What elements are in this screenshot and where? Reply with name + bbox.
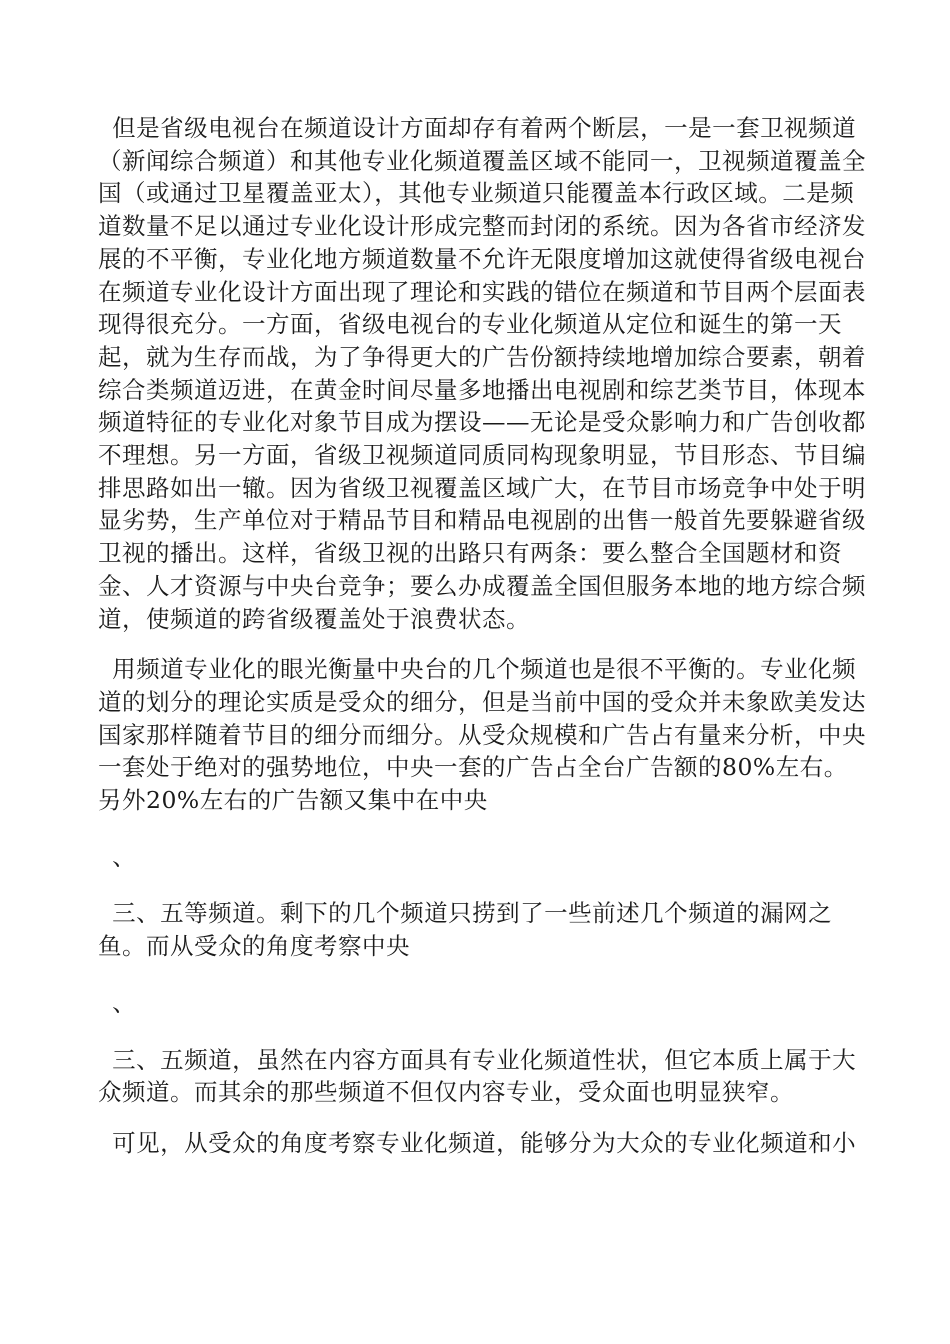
paragraph-5: 可见，从受众的角度考察专业化频道，能够分为大众的专业化频道和小 [112, 1128, 857, 1157]
paragraph-2: 用频道专业化的眼光衡量中央台的几个频道也是很不平衡的。专业化频道的划分的理论实质是受众的细分，但是当前中国的受众并未象欧美发达国家那样随着节目的细分而细分。从受众规模和广告占有量来分析，中央一套处于绝对的强势地位，中央一套的广告占全台广告额的80%左右。另外20%左右的广告额又集中在中央 [98, 655, 866, 815]
document-body [98, 112, 868, 1160]
enumeration-mark-2: 、 [112, 988, 137, 1017]
paragraph-4: 三、五频道，虽然在内容方面具有专业化频道性状，但它本质上属于大众频道。而其余的那些频道不但仅内容专业，受众面也明显狭窄。 [98, 1045, 857, 1107]
paragraph-1: 但是省级电视台在频道设计方面却存有着两个断层，一是一套卫视频道（新闻综合频道）和其他专业化频道覆盖区域不能同一，卫视频道覆盖全国（或通过卫星覆盖亚太），其他专业频道只能覆盖本行政区域。二是频道数量不足以通过专业化设计形成完整而封闭的系统。因为各省市经济发展的不平衡，专业化地方频道数量不允许无限度增加这就使得省级电视台在频道专业化设计方面出现了理论和实践的错位在频道和节目两个层面表现得很充分。一方面，省级电视台的专业化频道从定位和诞生的第一天起，就为生存而战，为了争得更大的广告份额持续地增加综合要素，朝着综合类频道迈进，在黄金时间尽量多地播出电视剧和综艺类节目，体现本频道特征的专业化对象节目成为摆设——无论是受众影响力和广告创收都不理想。另一方面，省级卫视频道同质同构现象明显，节目形态、节目编排思路如出一辙。因为省级卫视覆盖区域广大，在节目市场竞争中处于明显劣势，生产单位对于精品节目和精品电视剧的出售一般首先要躲避省级卫视的播出。这样，省级卫视的出路只有两条：要么整合全国题材和资金、人才资源与中央台竞争；要么办成覆盖全国但服务本地的地方综合频道，使频道的跨省级覆盖处于浪费状态。 [98, 114, 866, 633]
enumeration-mark-1: 、 [112, 842, 137, 871]
paragraph-3: 三、五等频道。剩下的几个频道只捞到了一些前述几个频道的漏网之鱼。而从受众的角度考察中央 [98, 899, 833, 961]
